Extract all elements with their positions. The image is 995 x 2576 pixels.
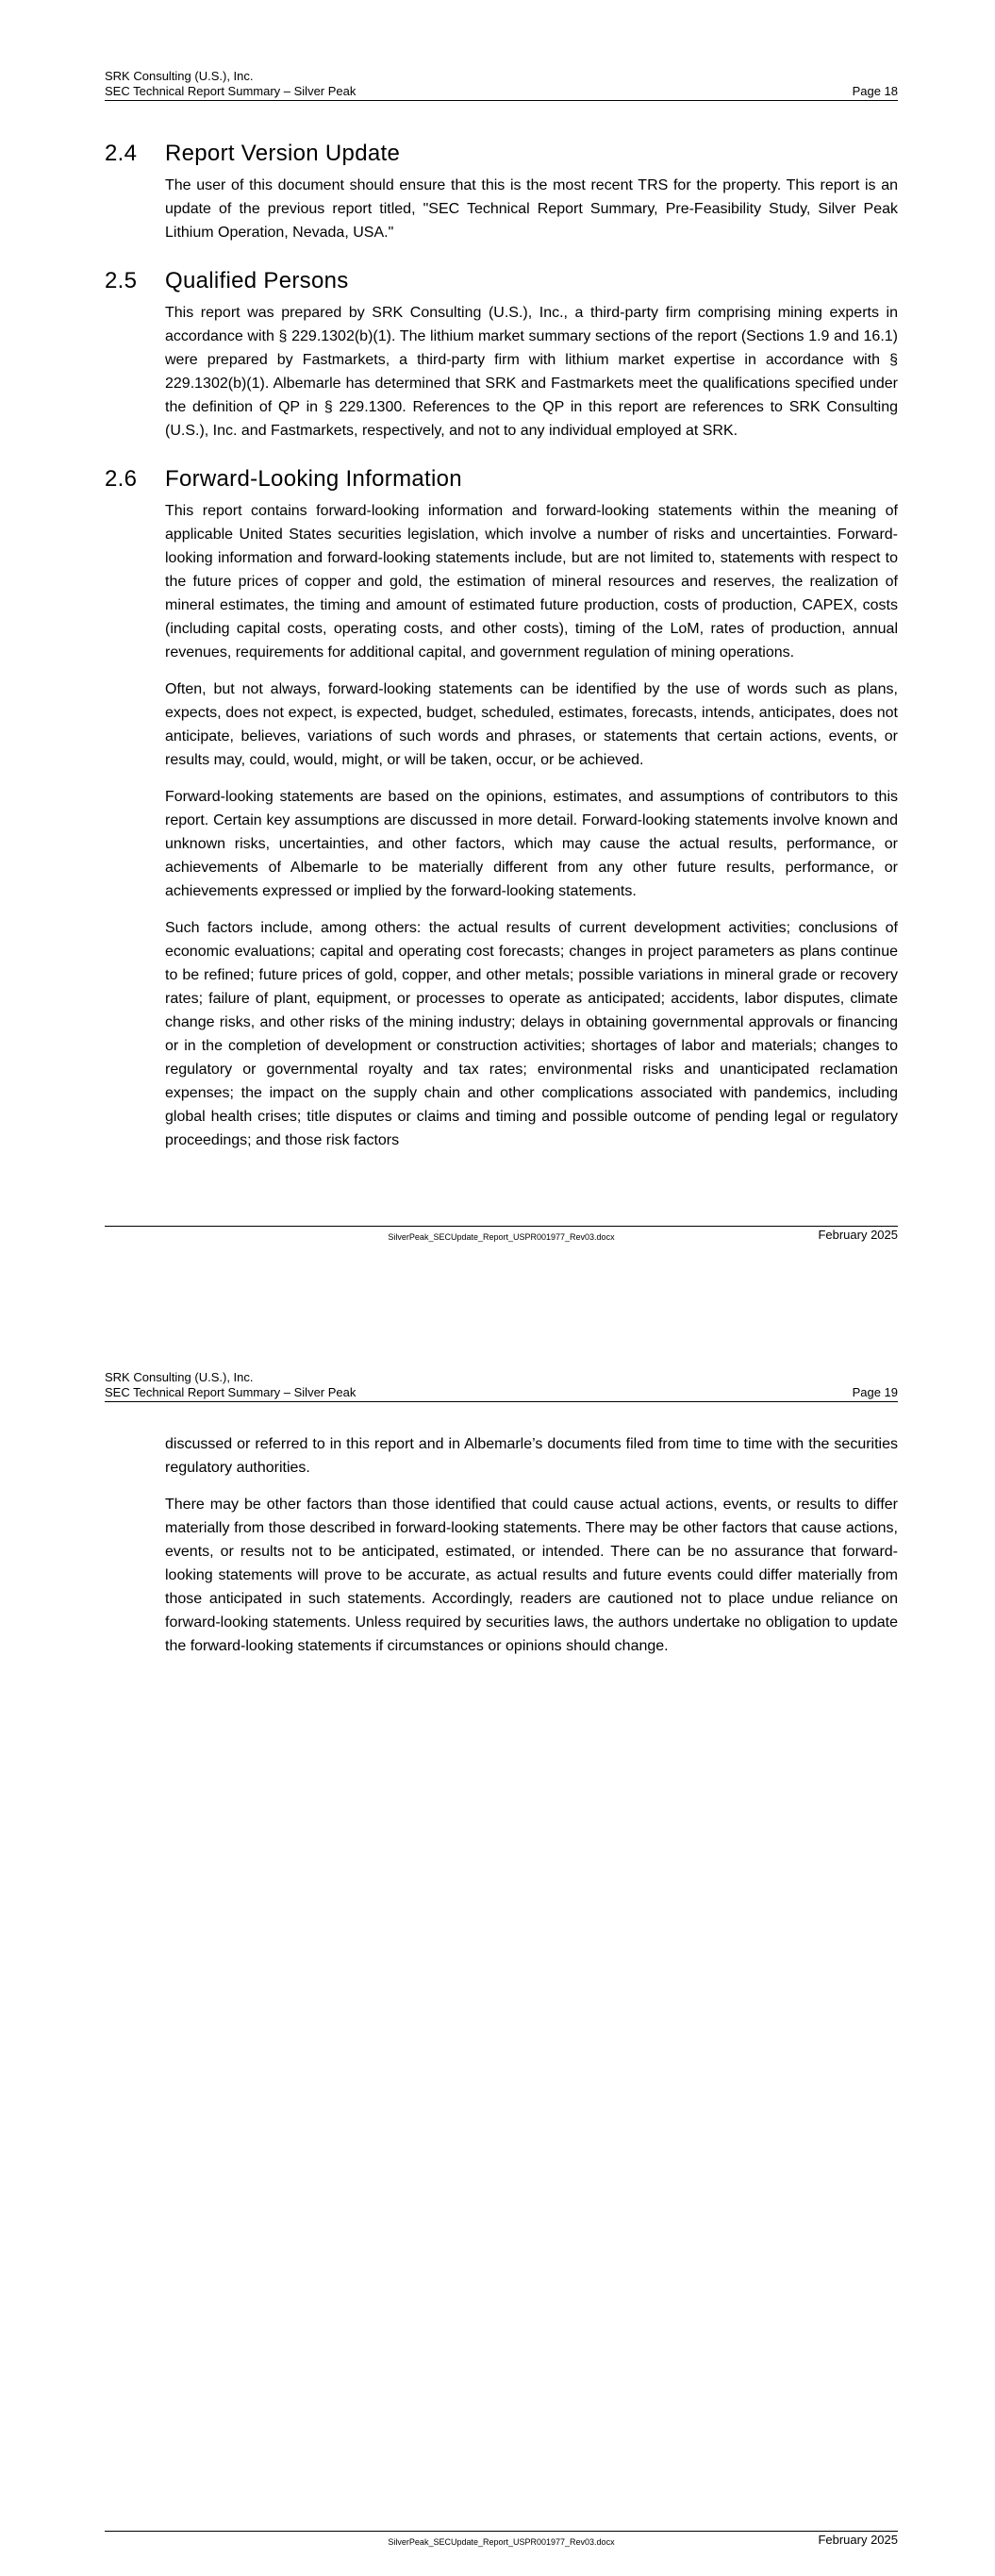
section-title: Qualified Persons: [165, 268, 349, 293]
section-heading: [105, 465, 898, 493]
header-report-title: SEC Technical Report Summary – Silver Peak: [105, 1385, 357, 1399]
section-number: 2.4: [105, 141, 138, 166]
section-title: Forward-Looking Information: [165, 466, 462, 492]
paragraph: This report contains forward-looking information and forward-looking statements within the meaning of applicable United States securities legislation, which involve a number of risks and uncertainties. Forward-looking information and forward-looking statements include, but are not limited to, statements with respect to the future prices of copper and gold, the estimation of mineral resources and reserves, the realization of mineral estimates, the timing and amount of estimated future production, costs of production, CAPEX, costs (including capital costs, operating costs, and other costs), timing of the LoM, rates of production, annual revenues, requirements for additional capital, and government regulation of mining operations.: [165, 503, 898, 661]
page-header: [105, 69, 898, 101]
section-qualified-persons: [105, 267, 898, 443]
section-number: 2.5: [105, 268, 138, 293]
section-title: Report Version Update: [165, 141, 401, 166]
paragraph: Often, but not always, forward-looking statements can be identified by the use of words such as plans, expects, does not expect, is expected, budget, scheduled, estimates, forecasts, intends, anticipates, does not anticipate, believes, variations of such words and phrases, or statements that certain actions, events, or results may, could, would, might, or will be taken, occur, or be achieved.: [165, 681, 898, 768]
header-report-title: SEC Technical Report Summary – Silver Peak: [105, 84, 357, 98]
section-heading: [105, 140, 898, 168]
footer-filename: SilverPeak_SECUpdate_Report_USPR001977_Rev03.docx: [388, 1232, 615, 1242]
page-header: [105, 1370, 898, 1402]
paragraph: There may be other factors than those identified that could cause actual actions, events, or results to differ materially from those described in forward-looking statements. There may be other factors that cause actions, events, or results not to be anticipated, estimated, or intended. There can be no assurance that forward-looking statements will prove to be accurate, as actual results and future events could differ materially from those anticipated in such statements. Accordingly, readers are cautioned not to place undue reliance on forward-looking statements. Unless required by securities laws, the authors undertake no obligation to update the forward-looking statements if circumstances or opinions should change.: [165, 1497, 898, 1654]
page-footer: [105, 2531, 898, 2551]
section-report-version-update: [105, 140, 898, 244]
section-forward-looking-information: [105, 465, 898, 1152]
page-body: [105, 1432, 898, 1658]
footer-date: February 2025: [818, 2533, 898, 2547]
page-body: [105, 140, 898, 1175]
paragraph: Such factors include, among others: the actual results of current development activities; conclusions of economic evaluations; capital and operating cost forecasts; changes in project parameters as plans continue to be refined; future prices of gold, copper, and other metals; possible variations in mineral grade or recovery rates; failure of plant, equipment, or processes to operate as anticipated; accidents, labor disputes, climate change risks, and other risks of the mining industry; delays in obtaining governmental approvals or financing or in the completion of development or construction activities; shortages of labor and materials; changes to regulatory or governmental royalty and tax rates; environmental risks and unanticipated reclamation expenses; the impact on the supply chain and other complications associated with pandemics, including global health crises; title disputes or claims and timing and possible outcome of pending legal or regulatory proceedings; and those risk factors: [165, 920, 898, 1148]
header-company: SRK Consulting (U.S.), Inc.: [105, 69, 254, 83]
paragraph: The user of this document should ensure that this is the most recent TRS for the property. This report is an update of the previous report titled, "SEC Technical Report Summary, Pre-Feasibility Study, Silver Peak Lithium Operation, Nevada, USA.": [165, 177, 898, 241]
footer-date: February 2025: [818, 1228, 898, 1242]
header-company: SRK Consulting (U.S.), Inc.: [105, 1370, 254, 1384]
paragraph: discussed or referred to in this report and in Albemarle’s documents filed from time to time with the securities regulatory authorities.: [165, 1436, 898, 1476]
paragraph: This report was prepared by SRK Consulting (U.S.), Inc., a third-party firm comprising mining experts in accordance with § 229.1302(b)(1). The lithium market summary sections of the report (Sections 1.9 and 16.1) were prepared by Fastmarkets, a third-party firm with lithium market expertise in accordance with § 229.1302(b)(1). Albemarle has determined that SRK and Fastmarkets meet the qualifications specified under the definition of QP in § 229.1300. References to the QP in this report are references to SRK Consulting (U.S.), Inc. and Fastmarkets, respectively, and not to any individual employed at SRK.: [165, 305, 898, 439]
page-footer: [105, 1226, 898, 1246]
section-number: 2.6: [105, 466, 138, 492]
paragraph: Forward-looking statements are based on the opinions, estimates, and assumptions of contributors to this report. Certain key assumptions are discussed in more detail. Forward-looking statements involve known and unknown risks, uncertainties, and other factors, which may cause the actual results, performance, or achievements of Albemarle to be materially different from any other future results, performance, or achievements expressed or implied by the forward-looking statements.: [165, 789, 898, 899]
section-heading: [105, 267, 898, 295]
page-number: Page 18: [852, 84, 898, 98]
page-number: Page 19: [852, 1385, 898, 1399]
footer-filename: SilverPeak_SECUpdate_Report_USPR001977_Rev03.docx: [388, 2537, 615, 2547]
document-page: [0, 1293, 995, 2576]
